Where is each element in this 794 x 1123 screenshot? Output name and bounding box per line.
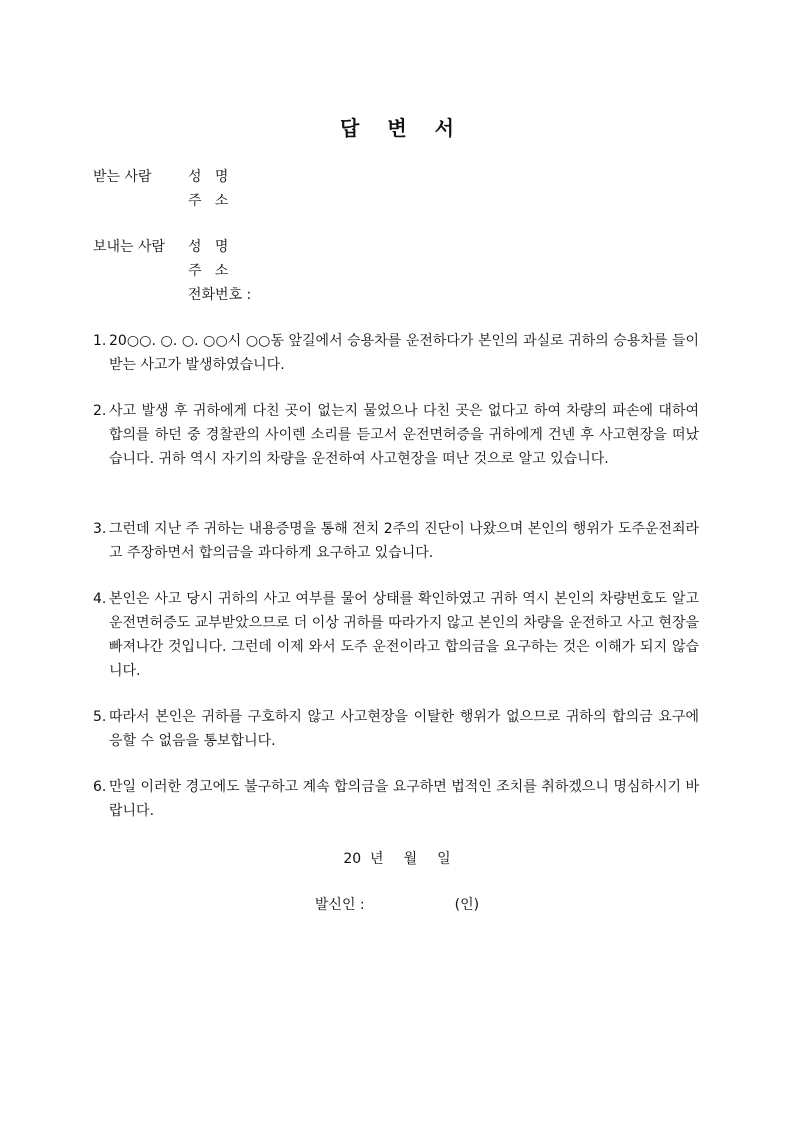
paragraph-text: 사고 발생 후 귀하에게 다친 곳이 없는지 물었으나 다친 곳은 없다고 하여 차량의 파손에 대하여 합의를 하던 중 경찰관의 사이렌 소리를 듣고서 운전면허증을 귀하에게 건넨 후 사고현장을 떠났습니다. 귀하 역시 자기의 차량을 운전하여 사고현장을 떠난 것으로 알고 있습니다. <box>109 403 699 467</box>
title-char-2: 변 <box>387 116 407 140</box>
paragraph-number: 6. <box>93 779 107 795</box>
signature-seal: (인) <box>454 897 480 913</box>
paragraph-5 <box>93 705 699 753</box>
paragraph-text: 본인은 사고 당시 귀하의 사고 여부를 물어 상태를 확인하였고 귀하 역시 본인의 차량번호도 알고 운전면허증도 교부받았으므로 더 이상 귀하를 따라가지 않고 본인의 차량을 운전하고 사고 현장을 빠져나간 것입니다. 그런데 이제 와서 도주 운전이라고 합의금을 요구하는 것은 이해가 되지 않습니다. <box>109 591 699 679</box>
paragraph-text: 20○○. ○. ○. ○○시 ○○동 앞길에서 승용차를 운전하다가 본인의 과실로 귀하의 승용차를 들이받는 사고가 발생하였습니다. <box>109 333 699 373</box>
paragraph-6 <box>93 775 699 823</box>
paragraph-text: 만일 이러한 경고에도 불구하고 계속 합의금을 요구하면 법적인 조치를 취하겠으니 명심하시기 바랍니다. <box>109 779 699 819</box>
paragraph-number: 4. <box>93 591 107 607</box>
date-line <box>0 848 794 868</box>
signature-label: 발신인 : <box>314 897 365 913</box>
sender-name-label: 성 명 <box>188 239 229 255</box>
paragraph-3 <box>93 517 699 565</box>
paragraph-number: 2. <box>93 403 107 419</box>
date-year: 20 년 <box>343 851 384 867</box>
sender-address-label: 주 소 <box>188 263 229 279</box>
document-title <box>0 112 794 141</box>
paragraph-number: 5. <box>93 709 107 725</box>
recipient-address-label: 주 소 <box>188 193 229 209</box>
paragraph-number: 1. <box>93 333 107 349</box>
recipient-label: 받는 사람 <box>93 169 152 185</box>
date-month: 월 <box>403 851 418 867</box>
signature-line <box>0 894 794 914</box>
sender-label: 보내는 사람 <box>93 239 166 255</box>
recipient-name-label: 성 명 <box>188 169 229 185</box>
paragraph-2 <box>93 399 699 471</box>
paragraph-text: 따라서 본인은 귀하를 구호하지 않고 사고현장을 이탈한 행위가 없으므로 귀하의 합의금 요구에 응할 수 없음을 통보합니다. <box>109 709 699 749</box>
title-char-3: 서 <box>434 116 454 140</box>
paragraph-text: 그런데 지난 주 귀하는 내용증명을 통해 전치 2주의 진단이 나왔으며 본인의 행위가 도주운전죄라고 주장하면서 합의금을 과다하게 요구하고 있습니다. <box>109 521 699 561</box>
title-char-1: 답 <box>340 116 360 140</box>
date-day: 일 <box>437 851 451 867</box>
paragraph-1 <box>93 329 699 377</box>
paragraph-4 <box>93 587 699 683</box>
sender-phone-label: 전화번호 : <box>188 287 252 303</box>
paragraph-number: 3. <box>93 521 107 537</box>
